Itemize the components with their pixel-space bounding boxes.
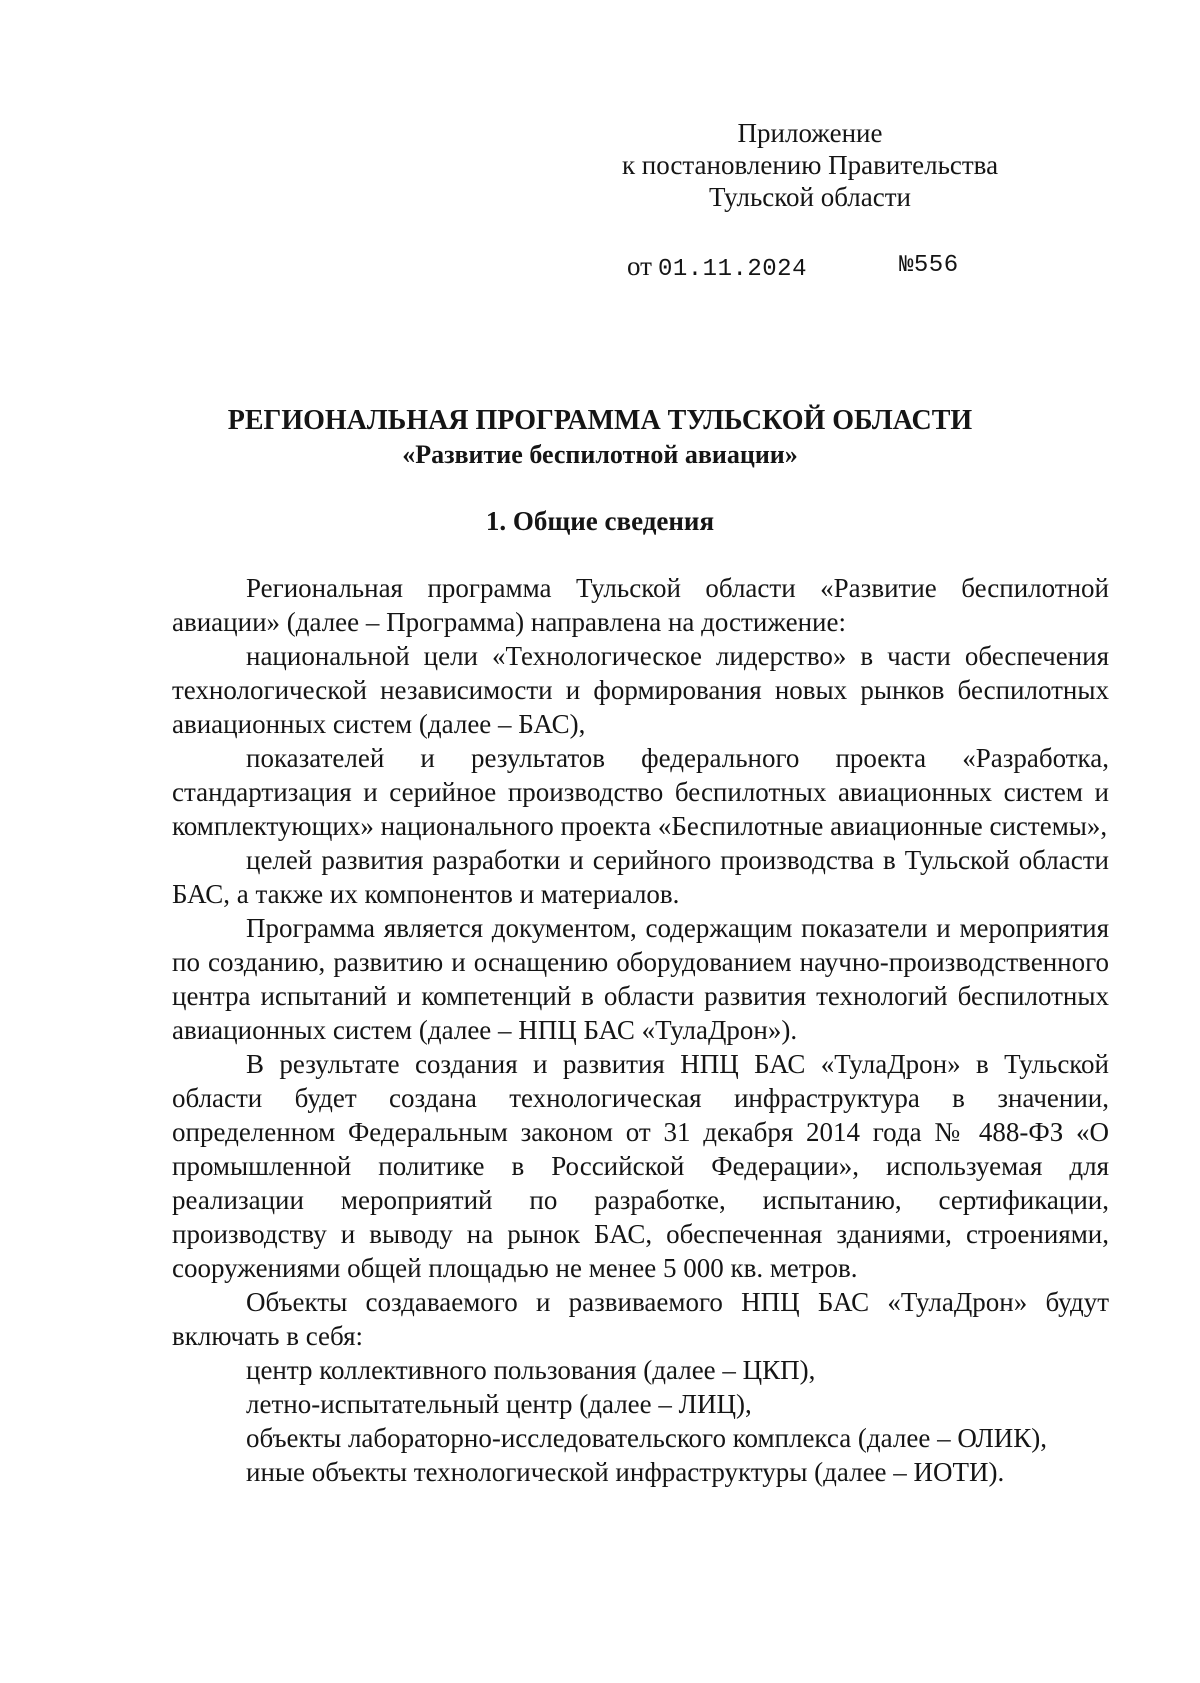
appendix-block [590, 117, 1030, 213]
appendix-decree-ref: к постановлению Правительства [621, 150, 999, 180]
paragraph: В результате создания и развития НПЦ БАС «ТулаДрон» в Тульской области будет создана технологическая инфраструктура в значении, определенном Федеральным законом от 31 декабря 2014 года № 488-ФЗ «О промышленной политике в Российской Федерации», используемая для реализации мероприятий по разработке, испытанию, сертификации, производству и выводу на рынок БАС, обеспеченная зданиями, строениями, сооружениями общей площадью не менее 5 000 кв. метров. [172, 1049, 1109, 1283]
paragraph: Объекты создаваемого и развиваемого НПЦ БАС «ТулаДрон» будут включать в себя: [172, 1287, 1109, 1351]
paragraph: Региональная программа Тульской области «Развитие беспилотной авиации» (далее – Программа) направлена на достижение: [172, 573, 1109, 637]
list-item: иные объекты технологической инфраструктуры (далее – ИОТИ). [246, 1457, 1005, 1487]
paragraph: национальной цели «Технологическое лидерство» в части обеспечения технологической независимости и формирования новых рынков беспилотных авиационных систем (далее – БАС), [172, 641, 1109, 739]
document-body [172, 571, 1109, 1489]
list-item: объекты лабораторно-исследовательского комплекса (далее – ОЛИК), [246, 1423, 1048, 1453]
paragraph: целей развития разработки и серийного производства в Тульской области БАС, а также их компонентов и материалов. [172, 845, 1109, 909]
decree-number: №556 [899, 252, 959, 279]
document-title: РЕГИОНАЛЬНАЯ ПРОГРАММА ТУЛЬСКОЙ ОБЛАСТИ [227, 405, 973, 436]
list-item: центр коллективного пользования (далее – ЦКП), [246, 1355, 816, 1385]
decree-date: 01.11.2024 [657, 256, 807, 283]
paragraph: Программа является документом, содержащим показатели и мероприятия по созданию, развитию и оснащению оборудованием научно-производственного центра испытаний и компетенций в области развития технологий беспилотных авиационных систем (далее – НПЦ БАС «ТулаДрон»). [172, 913, 1109, 1045]
document-subtitle: «Развитие беспилотной авиации» [402, 440, 798, 469]
list-item: летно-испытательный центр (далее – ЛИЦ), [246, 1389, 752, 1419]
section-heading: 1. Общие сведения [485, 506, 715, 536]
paragraph: показателей и результатов федерального проекта «Разработка, стандартизация и серийное производство беспилотных авиационных систем и комплектующих» национального проекта «Беспилотные авиационные системы», [172, 743, 1109, 841]
appendix-region: Тульской области [709, 182, 911, 212]
decree-date-prefix: от [627, 251, 652, 281]
decree-date-number [627, 250, 959, 286]
appendix-label: Приложение [737, 118, 883, 148]
